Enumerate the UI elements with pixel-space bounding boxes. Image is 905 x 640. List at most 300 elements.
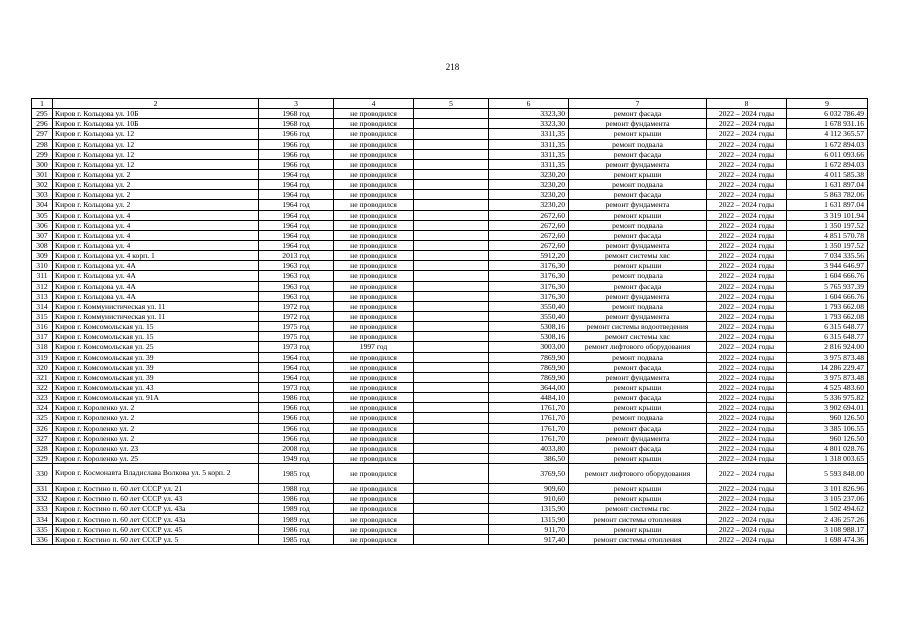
last-repair-year-cell: не проводился [334, 190, 414, 200]
last-repair-year-cell: не проводился [334, 382, 414, 392]
work-type-cell: ремонт фасада [569, 423, 707, 433]
table-row [32, 139, 868, 149]
last-repair-year-cell: не проводился [334, 230, 414, 240]
area-cell: 3644,00 [489, 382, 569, 392]
header-cell: 4 [334, 99, 414, 109]
address-cell: Киров г. Кольцова ул. 4 [53, 210, 259, 220]
address-cell: Киров г. Комсомольская ул. 39 [53, 352, 259, 362]
work-type-cell: ремонт подвала [569, 139, 707, 149]
address-cell: Киров г. Комсомольская ул. 91А [53, 393, 259, 403]
table-row [32, 453, 868, 463]
last-repair-year-cell: не проводился [334, 291, 414, 301]
row-number-cell: 331 [32, 484, 53, 494]
cost-cell: 6 032 786.49 [787, 109, 868, 119]
area-cell: 3311,35 [489, 139, 569, 149]
address-cell: Киров г. Кольцова ул. 4А [53, 261, 259, 271]
area-cell: 3550,40 [489, 311, 569, 321]
period-cell: 2022 – 2024 годы [707, 190, 787, 200]
year-built-cell: 2013 год [259, 251, 334, 261]
cost-cell: 3 944 646.97 [787, 261, 868, 271]
table-header-row [32, 99, 868, 109]
cost-cell: 960 126.50 [787, 433, 868, 443]
year-built-cell: 1966 год [259, 149, 334, 159]
year-built-cell: 1973 год [259, 342, 334, 352]
table-row [32, 494, 868, 504]
row-number-cell: 304 [32, 200, 53, 210]
cost-cell: 3 101 826.96 [787, 484, 868, 494]
row-number-cell: 309 [32, 251, 53, 261]
row-number-cell: 320 [32, 362, 53, 372]
cost-cell: 5 863 782.06 [787, 190, 868, 200]
period-cell: 2022 – 2024 годы [707, 240, 787, 250]
area-cell: 1315,90 [489, 504, 569, 514]
cost-cell: 3 975 873.48 [787, 352, 868, 362]
year-built-cell: 1963 год [259, 291, 334, 301]
row-number-cell: 327 [32, 433, 53, 443]
period-cell: 2022 – 2024 годы [707, 372, 787, 382]
work-type-cell: ремонт лифтового оборудования [569, 342, 707, 352]
area-cell: 3311,35 [489, 129, 569, 139]
address-cell: Киров г. Кольцова ул. 10Б [53, 119, 259, 129]
year-built-cell: 1986 год [259, 494, 334, 504]
area-cell: 3323,30 [489, 119, 569, 129]
last-repair-year-cell: не проводился [334, 210, 414, 220]
empty-column-cell [414, 403, 489, 413]
year-built-cell: 1972 год [259, 301, 334, 311]
year-built-cell: 1985 год [259, 464, 334, 484]
work-type-cell: ремонт фасада [569, 393, 707, 403]
address-cell: Киров г. Комсомольская ул. 15 [53, 322, 259, 332]
year-built-cell: 1968 год [259, 119, 334, 129]
empty-column-cell [414, 453, 489, 463]
empty-column-cell [414, 180, 489, 190]
table-row [32, 180, 868, 190]
table-row [32, 362, 868, 372]
empty-column-cell [414, 200, 489, 210]
year-built-cell: 1964 год [259, 169, 334, 179]
table-row [32, 352, 868, 362]
work-type-cell: ремонт системы хвс [569, 251, 707, 261]
period-cell: 2022 – 2024 годы [707, 169, 787, 179]
address-cell: Киров г. Космонавта Владислава Волкова ул. 5 корп. 2 [53, 464, 259, 484]
row-number-cell: 295 [32, 109, 53, 119]
year-built-cell: 1963 год [259, 271, 334, 281]
work-type-cell: ремонт крыши [569, 129, 707, 139]
year-built-cell: 1968 год [259, 109, 334, 119]
empty-column-cell [414, 413, 489, 423]
area-cell: 7869,90 [489, 362, 569, 372]
table-row [32, 291, 868, 301]
year-built-cell: 1972 год [259, 311, 334, 321]
period-cell: 2022 – 2024 годы [707, 311, 787, 321]
table-row [32, 372, 868, 382]
period-cell: 2022 – 2024 годы [707, 464, 787, 484]
empty-column-cell [414, 332, 489, 342]
address-cell: Киров г. Кольцова ул. 2 [53, 190, 259, 200]
empty-column-cell [414, 464, 489, 484]
work-type-cell: ремонт подвала [569, 220, 707, 230]
address-cell: Киров г. Коммунистическая ул. 11 [53, 301, 259, 311]
table-row [32, 382, 868, 392]
table-row [32, 443, 868, 453]
empty-column-cell [414, 261, 489, 271]
cost-cell: 1 678 931.16 [787, 119, 868, 129]
address-cell: Киров г. Кольцова ул. 2 [53, 169, 259, 179]
address-cell: Киров г. Кольцова ул. 4А [53, 291, 259, 301]
table-row [32, 524, 868, 534]
table-row [32, 433, 868, 443]
cost-cell: 1 672 894.03 [787, 159, 868, 169]
last-repair-year-cell: не проводился [334, 129, 414, 139]
period-cell: 2022 – 2024 годы [707, 332, 787, 342]
period-cell: 2022 – 2024 годы [707, 382, 787, 392]
row-number-cell: 329 [32, 453, 53, 463]
address-cell: Киров г. Кольцова ул. 4 [53, 230, 259, 240]
table-row [32, 271, 868, 281]
last-repair-year-cell: не проводился [334, 271, 414, 281]
area-cell: 911,70 [489, 524, 569, 534]
empty-column-cell [414, 210, 489, 220]
row-number-cell: 297 [32, 129, 53, 139]
address-cell: Киров г. Кольцова ул. 4 [53, 220, 259, 230]
empty-column-cell [414, 169, 489, 179]
cost-cell: 3 385 106.55 [787, 423, 868, 433]
work-type-cell: ремонт крыши [569, 382, 707, 392]
period-cell: 2022 – 2024 годы [707, 119, 787, 129]
period-cell: 2022 – 2024 годы [707, 484, 787, 494]
address-cell: Киров г. Костино п. 60 лет СССР ул. 43а [53, 514, 259, 524]
work-type-cell: ремонт крыши [569, 484, 707, 494]
period-cell: 2022 – 2024 годы [707, 413, 787, 423]
table-row [32, 129, 868, 139]
period-cell: 2022 – 2024 годы [707, 514, 787, 524]
last-repair-year-cell: не проводился [334, 494, 414, 504]
row-number-cell: 328 [32, 443, 53, 453]
work-type-cell: ремонт крыши [569, 524, 707, 534]
row-number-cell: 325 [32, 413, 53, 423]
address-cell: Киров г. Комсомольская ул. 15 [53, 332, 259, 342]
empty-column-cell [414, 504, 489, 514]
cost-cell: 6 315 648.77 [787, 322, 868, 332]
table-body [32, 99, 868, 545]
cost-cell: 1 631 897.04 [787, 200, 868, 210]
row-number-cell: 316 [32, 322, 53, 332]
table-row [32, 393, 868, 403]
last-repair-year-cell: не проводился [334, 524, 414, 534]
table-row [32, 413, 868, 423]
address-cell: Киров г. Кольцова ул. 2 [53, 180, 259, 190]
cost-cell: 5 593 848.00 [787, 464, 868, 484]
last-repair-year-cell: не проводился [334, 423, 414, 433]
row-number-cell: 313 [32, 291, 53, 301]
row-number-cell: 326 [32, 423, 53, 433]
period-cell: 2022 – 2024 годы [707, 139, 787, 149]
table-row [32, 109, 868, 119]
work-type-cell: ремонт крыши [569, 494, 707, 504]
row-number-cell: 312 [32, 281, 53, 291]
last-repair-year-cell: не проводился [334, 443, 414, 453]
year-built-cell: 1964 год [259, 210, 334, 220]
cost-cell: 1 672 894.03 [787, 139, 868, 149]
year-built-cell: 1964 год [259, 190, 334, 200]
table-row [32, 342, 868, 352]
address-cell: Киров г. Костино п. 60 лет СССР ул. 21 [53, 484, 259, 494]
address-cell: Киров г. Костино п. 60 лет СССР ул. 5 [53, 534, 259, 544]
work-type-cell: ремонт подвала [569, 413, 707, 423]
last-repair-year-cell: не проводился [334, 159, 414, 169]
table-row [32, 210, 868, 220]
last-repair-year-cell: не проводился [334, 484, 414, 494]
year-built-cell: 1966 год [259, 413, 334, 423]
address-cell: Киров г. Комсомольская ул. 25 [53, 342, 259, 352]
area-cell: 3230,20 [489, 169, 569, 179]
area-cell: 5308,16 [489, 322, 569, 332]
last-repair-year-cell: не проводился [334, 403, 414, 413]
cost-cell: 1 604 666.76 [787, 271, 868, 281]
last-repair-year-cell: не проводился [334, 180, 414, 190]
row-number-cell: 324 [32, 403, 53, 413]
last-repair-year-cell: не проводился [334, 220, 414, 230]
empty-column-cell [414, 494, 489, 504]
year-built-cell: 1966 год [259, 159, 334, 169]
cost-cell: 1 631 897.04 [787, 180, 868, 190]
last-repair-year-cell: не проводился [334, 200, 414, 210]
cost-cell: 3 105 237.06 [787, 494, 868, 504]
year-built-cell: 1986 год [259, 524, 334, 534]
empty-column-cell [414, 230, 489, 240]
table-row [32, 464, 868, 484]
area-cell: 3003,00 [489, 342, 569, 352]
row-number-cell: 311 [32, 271, 53, 281]
area-cell: 2672,60 [489, 220, 569, 230]
area-cell: 2672,60 [489, 230, 569, 240]
cost-cell: 4 851 570.78 [787, 230, 868, 240]
last-repair-year-cell: 1997 год [334, 342, 414, 352]
area-cell: 910,60 [489, 494, 569, 504]
cost-cell: 1 793 662.08 [787, 311, 868, 321]
address-cell: Киров г. Короленко ул. 23 [53, 443, 259, 453]
address-cell: Киров г. Кольцова ул. 12 [53, 139, 259, 149]
work-type-cell: ремонт системы отопления [569, 534, 707, 544]
last-repair-year-cell: не проводился [334, 311, 414, 321]
year-built-cell: 1949 год [259, 453, 334, 463]
area-cell: 1761,70 [489, 413, 569, 423]
last-repair-year-cell: не проводился [334, 433, 414, 443]
period-cell: 2022 – 2024 годы [707, 220, 787, 230]
work-type-cell: ремонт фундамента [569, 433, 707, 443]
cost-cell: 1 502 494.62 [787, 504, 868, 514]
row-number-cell: 318 [32, 342, 53, 352]
header-cell: 3 [259, 99, 334, 109]
period-cell: 2022 – 2024 годы [707, 524, 787, 534]
work-type-cell: ремонт фасада [569, 109, 707, 119]
last-repair-year-cell: не проводился [334, 464, 414, 484]
area-cell: 3176,30 [489, 291, 569, 301]
year-built-cell: 1966 год [259, 139, 334, 149]
area-cell: 909,60 [489, 484, 569, 494]
work-type-cell: ремонт подвала [569, 352, 707, 362]
cost-cell: 3 319 101.94 [787, 210, 868, 220]
work-type-cell: ремонт системы гвс [569, 504, 707, 514]
period-cell: 2022 – 2024 годы [707, 534, 787, 544]
empty-column-cell [414, 433, 489, 443]
area-cell: 2672,60 [489, 240, 569, 250]
address-cell: Киров г. Короленко ул. 2 [53, 403, 259, 413]
year-built-cell: 1966 год [259, 403, 334, 413]
address-cell: Киров г. Короленко ул. 2 [53, 423, 259, 433]
table-row [32, 311, 868, 321]
work-type-cell: ремонт крыши [569, 403, 707, 413]
cost-cell: 7 034 335.56 [787, 251, 868, 261]
address-cell: Киров г. Кольцова ул. 10Б [53, 109, 259, 119]
area-cell: 3230,20 [489, 190, 569, 200]
table-row [32, 504, 868, 514]
area-cell: 917,40 [489, 534, 569, 544]
year-built-cell: 1964 год [259, 200, 334, 210]
year-built-cell: 1986 год [259, 393, 334, 403]
capital-repair-table [31, 98, 868, 545]
period-cell: 2022 – 2024 годы [707, 149, 787, 159]
empty-column-cell [414, 443, 489, 453]
row-number-cell: 300 [32, 159, 53, 169]
cost-cell: 2 816 924.00 [787, 342, 868, 352]
period-cell: 2022 – 2024 годы [707, 362, 787, 372]
row-number-cell: 323 [32, 393, 53, 403]
cost-cell: 4 525 483.60 [787, 382, 868, 392]
work-type-cell: ремонт системы отопления [569, 514, 707, 524]
cost-cell: 960 126.50 [787, 413, 868, 423]
empty-column-cell [414, 159, 489, 169]
table-row [32, 534, 868, 544]
address-cell: Киров г. Кольцова ул. 4А [53, 271, 259, 281]
area-cell: 3769,50 [489, 464, 569, 484]
address-cell: Киров г. Кольцова ул. 12 [53, 149, 259, 159]
table-row [32, 332, 868, 342]
year-built-cell: 1973 год [259, 382, 334, 392]
period-cell: 2022 – 2024 годы [707, 342, 787, 352]
last-repair-year-cell: не проводился [334, 281, 414, 291]
empty-column-cell [414, 311, 489, 321]
empty-column-cell [414, 220, 489, 230]
table-row [32, 149, 868, 159]
period-cell: 2022 – 2024 годы [707, 393, 787, 403]
address-cell: Киров г. Комсомольская ул. 39 [53, 372, 259, 382]
row-number-cell: 336 [32, 534, 53, 544]
work-type-cell: ремонт подвала [569, 180, 707, 190]
last-repair-year-cell: не проводился [334, 251, 414, 261]
year-built-cell: 1964 год [259, 362, 334, 372]
cost-cell: 4 011 585.38 [787, 169, 868, 179]
period-cell: 2022 – 2024 годы [707, 109, 787, 119]
table-row [32, 200, 868, 210]
last-repair-year-cell: не проводился [334, 169, 414, 179]
address-cell: Киров г. Кольцова ул. 2 [53, 200, 259, 210]
row-number-cell: 314 [32, 301, 53, 311]
work-type-cell: ремонт подвала [569, 301, 707, 311]
year-built-cell: 1975 год [259, 332, 334, 342]
address-cell: Киров г. Кольцова ул. 12 [53, 159, 259, 169]
empty-column-cell [414, 342, 489, 352]
work-type-cell: ремонт фундамента [569, 159, 707, 169]
area-cell: 3176,30 [489, 271, 569, 281]
work-type-cell: ремонт фундамента [569, 119, 707, 129]
cost-cell: 4 801 028.76 [787, 443, 868, 453]
last-repair-year-cell: не проводился [334, 504, 414, 514]
row-number-cell: 332 [32, 494, 53, 504]
header-cell: 1 [32, 99, 53, 109]
cost-cell: 1 350 197.52 [787, 240, 868, 250]
empty-column-cell [414, 251, 489, 261]
last-repair-year-cell: не проводился [334, 514, 414, 524]
last-repair-year-cell: не проводился [334, 261, 414, 271]
last-repair-year-cell: не проводился [334, 372, 414, 382]
cost-cell: 4 112 365.57 [787, 129, 868, 139]
last-repair-year-cell: не проводился [334, 139, 414, 149]
cost-cell: 1 698 474.36 [787, 534, 868, 544]
table-row [32, 322, 868, 332]
table-row [32, 251, 868, 261]
table-row [32, 484, 868, 494]
empty-column-cell [414, 129, 489, 139]
year-built-cell: 1963 год [259, 281, 334, 291]
page-number: 218 [445, 62, 460, 72]
address-cell: Киров г. Кольцова ул. 4 корп. 1 [53, 251, 259, 261]
cost-cell: 1 318 003.65 [787, 453, 868, 463]
header-cell: 9 [787, 99, 868, 109]
row-number-cell: 298 [32, 139, 53, 149]
address-cell: Киров г. Кольцова ул. 4А [53, 281, 259, 291]
year-built-cell: 1966 год [259, 129, 334, 139]
work-type-cell: ремонт крыши [569, 261, 707, 271]
last-repair-year-cell: не проводился [334, 352, 414, 362]
year-built-cell: 1985 год [259, 534, 334, 544]
row-number-cell: 306 [32, 220, 53, 230]
row-number-cell: 302 [32, 180, 53, 190]
period-cell: 2022 – 2024 годы [707, 403, 787, 413]
last-repair-year-cell: не проводился [334, 240, 414, 250]
area-cell: 3230,20 [489, 200, 569, 210]
work-type-cell: ремонт фундамента [569, 200, 707, 210]
address-cell: Киров г. Коммунистическая ул. 11 [53, 311, 259, 321]
table-row [32, 281, 868, 291]
table-row [32, 403, 868, 413]
period-cell: 2022 – 2024 годы [707, 251, 787, 261]
cost-cell: 5 765 937.39 [787, 281, 868, 291]
row-number-cell: 296 [32, 119, 53, 129]
work-type-cell: ремонт крыши [569, 210, 707, 220]
period-cell: 2022 – 2024 годы [707, 322, 787, 332]
table-row [32, 190, 868, 200]
table-row [32, 169, 868, 179]
row-number-cell: 317 [32, 332, 53, 342]
period-cell: 2022 – 2024 годы [707, 210, 787, 220]
row-number-cell: 319 [32, 352, 53, 362]
row-number-cell: 315 [32, 311, 53, 321]
empty-column-cell [414, 149, 489, 159]
last-repair-year-cell: не проводился [334, 362, 414, 372]
period-cell: 2022 – 2024 годы [707, 301, 787, 311]
empty-column-cell [414, 382, 489, 392]
cost-cell: 3 902 694.01 [787, 403, 868, 413]
period-cell: 2022 – 2024 годы [707, 443, 787, 453]
last-repair-year-cell: не проводился [334, 322, 414, 332]
row-number-cell: 305 [32, 210, 53, 220]
area-cell: 5912,20 [489, 251, 569, 261]
table-row [32, 240, 868, 250]
area-cell: 1761,70 [489, 423, 569, 433]
year-built-cell: 1964 год [259, 372, 334, 382]
work-type-cell: ремонт системы водоотведения [569, 322, 707, 332]
